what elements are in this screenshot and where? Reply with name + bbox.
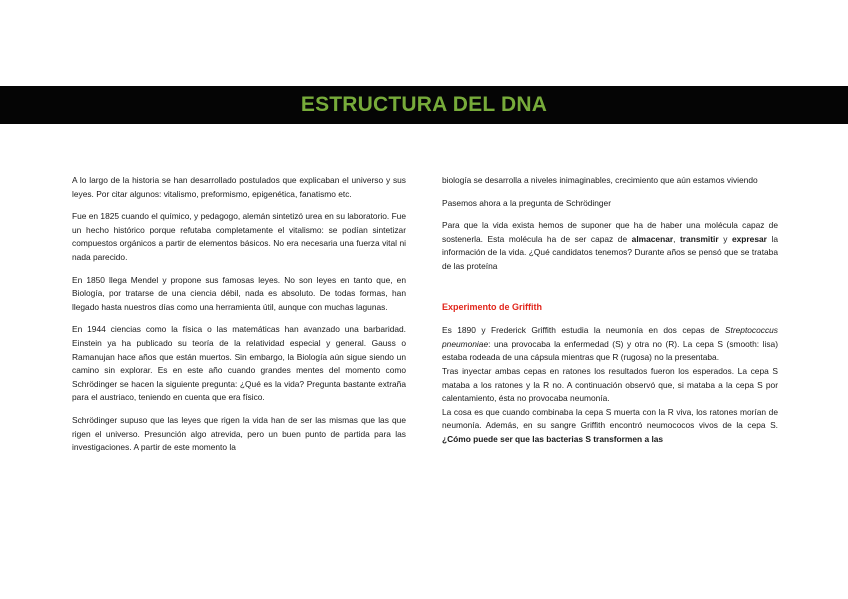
page-title: ESTRUCTURA DEL DNA — [300, 93, 548, 116]
paragraph: Fue en 1825 cuando el químico, y pedagogo, alemán sintetizó urea en su laboratorio. Fue un hecho histórico porque refutaba completamente el vitalismo: se podían sintetizar compuestos orgánicos a partir de elementos básicos. No era necesaria una fuerza vital ni nada parecido. — [72, 211, 406, 262]
text: : una provocaba la enfermedad (S) y otra no (R). La cepa S (smooth: lisa) estaba rodeada de una cápsula mientras que R (rugosa) no la presentaba. — [442, 338, 778, 363]
left-column — [72, 174, 406, 464]
bold-question: ¿Cómo puede ser que las bacterias S transformen a las — [442, 433, 664, 444]
paragraph: A lo largo de la historia se han desarrollado postulados que explicaban el universo y sus leyes. Por citar algunos: vitalismo, preformismo, epigenética, fanatismo etc. — [72, 175, 406, 199]
paragraph: Schrödinger supuso que las leyes que rigen la vida han de ser las mismas que las que rigen el universo. Presunción algo atrevida, pero un buen punto de partida para las investigaciones. A partir de este momento la — [72, 414, 406, 453]
section-heading: Experimento de Griffith — [442, 301, 543, 312]
bold-term: transmitir — [680, 233, 719, 244]
paragraph: En 1850 llega Mendel y propone sus famosas leyes. No son leyes en tanto que, en Biología, por tratarse de una ciencia débil, nada es absoluto. De todas formas, han llegado hasta nuestros días como una herramienta útil, aunque con muchas lagunas. — [72, 274, 406, 312]
paragraph — [442, 219, 778, 273]
species-name: Streptococcus pneumoniae — [442, 325, 778, 349]
paragraph: En 1944 ciencias como la física o las matemáticas han avanzado una barbaridad. Einstein ya ha publicado su teoría de la relatividad especial y general. Gauss o Ramanujan hace años que están muertos. Sin embargo, la Biología aún sigue siendo un camino sin explorar. Es en este año cuando grandes mentes del momento como Schrödinger se hacen la siguiente pregunta: ¿Qué es la vida? Pregunta bastante extraña para el austriaco, teniendo en cuenta que era físico. — [72, 324, 406, 403]
bold-term: almacenar — [631, 233, 674, 244]
right-column — [442, 174, 778, 447]
paragraph: Tras inyectar ambas cepas en ratones los resultados fueron los esperados. La cepa S mataba a los ratones y la R no. A continuación observó que, si mataba a la cepa S por calentamiento, ésta no provocaba neumonía. — [442, 365, 778, 404]
text: y — [718, 233, 732, 244]
text: La cosa es que cuando combinaba la cepa S muerta con la R viva, los ratones morían de neumonía. Además, en su sangre Griffith encontró neumococos vivos de la cepa S. — [442, 406, 778, 431]
paragraph: Pasemos ahora a la pregunta de Schrödinger — [442, 197, 612, 208]
paragraph — [442, 406, 778, 447]
paragraph: biología se desarrolla a niveles inimaginables, crecimiento que aún estamos viviendo — [442, 175, 758, 185]
text: Es 1890 y Frederick Griffith estudia la neumonía en dos cepas de — [442, 325, 725, 336]
text: , — [673, 233, 680, 244]
title-bar — [0, 86, 848, 124]
bold-term: expresar — [731, 233, 767, 244]
paragraph — [442, 324, 778, 365]
text: la información de la vida. ¿Qué candidatos tenemos? Durante años se pensó que se trataba de las proteína — [442, 233, 778, 271]
text: Para que la vida exista hemos de suponer que ha de haber una molécula capaz de sostenerla. Esta molécula ha de ser capaz de — [442, 220, 778, 244]
